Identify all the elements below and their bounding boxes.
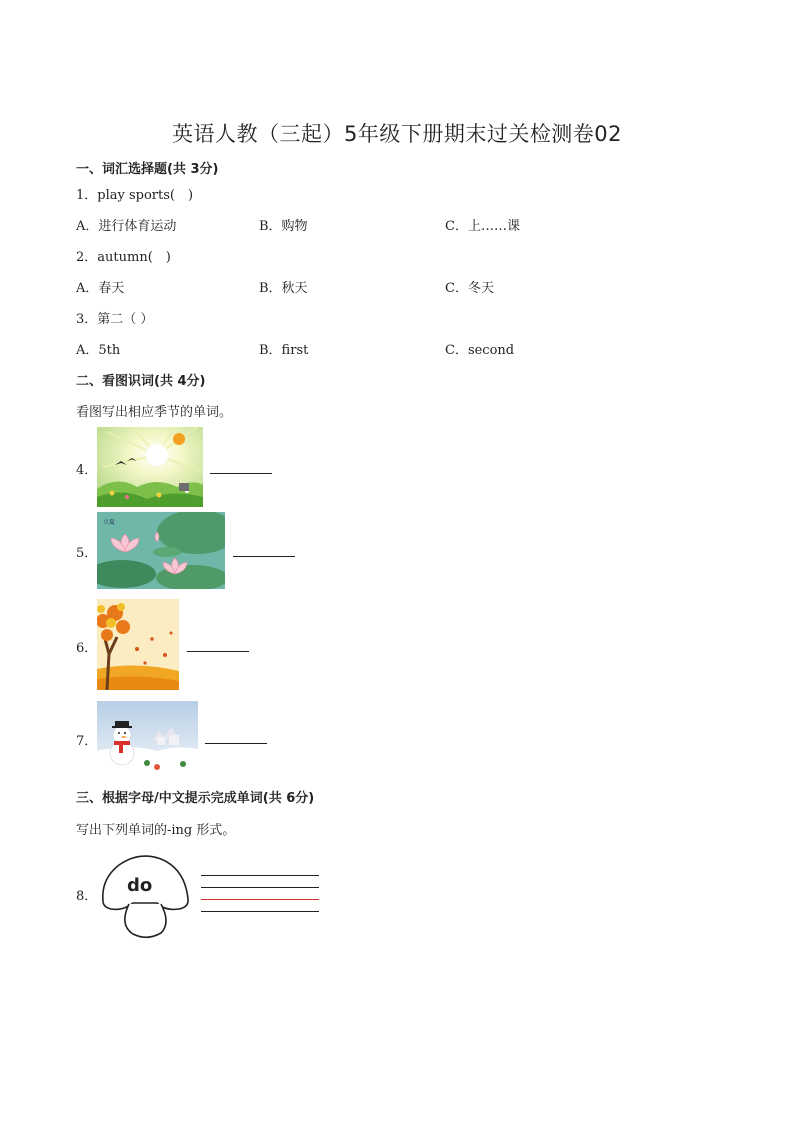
spring-sun-picture [97,427,203,507]
writing-line-3-red [201,899,319,900]
question-2-option-c: C．冬天 [445,281,494,296]
question-2-option-b: B．秋天 [259,281,308,296]
mushroom-word: do [127,875,153,896]
svg-text:立夏: 立夏 [103,519,116,526]
writing-line-2 [201,887,319,888]
question-1-option-c: C．上……课 [445,219,520,234]
question-1-option-b: B．购物 [259,219,308,234]
item-4-number: 4． [76,463,98,478]
section-heading-vocabulary: 一、词汇选择题(共 3分) [76,162,219,177]
summer-lotus-picture [97,512,225,589]
winter-snowman-picture [97,701,198,773]
section-heading-picture-words: 二、看图识词(共 4分) [76,374,206,389]
mushroom-icon [99,851,191,939]
writing-line-4[interactable] [201,911,319,912]
item-7-number: 7． [76,734,98,749]
autumn-tree-picture [97,599,179,690]
answer-blank-7[interactable] [205,743,267,744]
question-1-option-a: A．进行体育运动 [76,219,177,234]
item-6-number: 6． [76,641,98,656]
section-2-instruction: 看图写出相应季节的单词。 [76,405,233,420]
section-heading-complete-words: 三、根据字母/中文提示完成单词(共 6分) [76,791,315,806]
question-2-stem: 2．autumn( ) [76,250,171,265]
section-3-instruction: 写出下列单词的-ing 形式。 [76,823,236,838]
answer-blank-6[interactable] [187,651,249,652]
writing-line-1 [201,875,319,876]
question-2-option-a: A．春天 [76,281,125,296]
item-8-number: 8． [76,889,98,904]
question-3-option-b: B．first [259,343,309,358]
item-5-number: 5． [76,546,98,561]
answer-blank-4[interactable] [210,473,272,474]
question-3-option-c: C．second [445,343,515,358]
question-3-option-a: A．5th [76,343,121,358]
answer-blank-5[interactable] [233,556,295,557]
page-title: 英语人教（三起）5年级下册期末过关检测卷02 [171,122,623,146]
question-3-stem: 3．第二（ ） [76,312,154,327]
question-1-stem: 1．play sports( ) [76,188,194,203]
